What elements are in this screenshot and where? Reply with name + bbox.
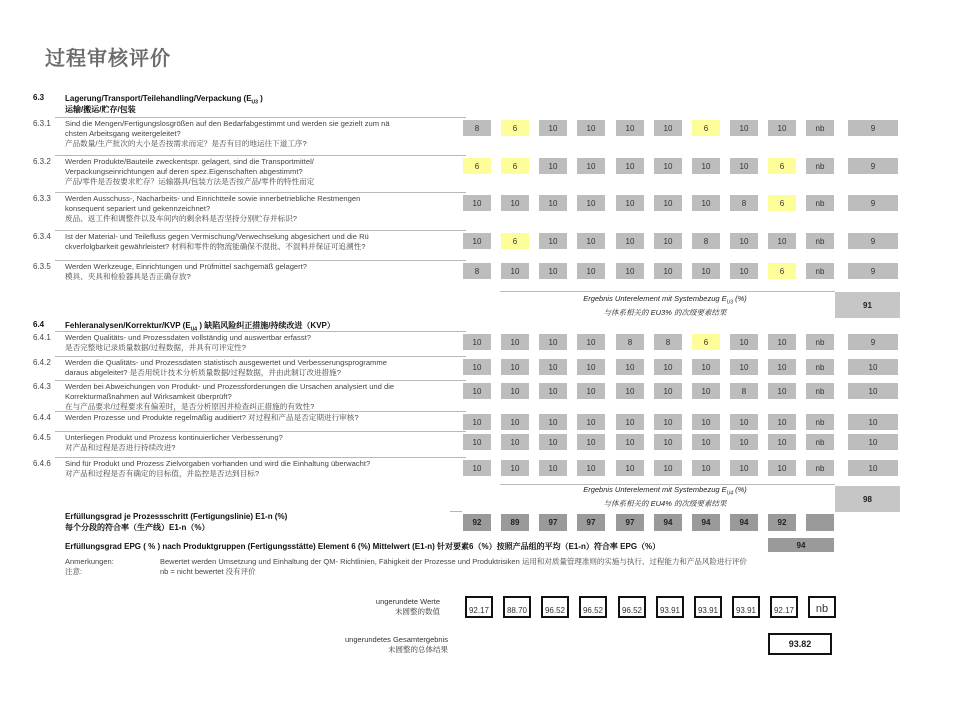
score-cell[interactable]: 10	[577, 233, 605, 249]
score-cell[interactable]: 10	[768, 334, 796, 350]
notes-label: Anmerkungen:	[65, 557, 114, 566]
score-cell[interactable]: 10	[730, 158, 758, 174]
score-cell[interactable]: 8	[730, 195, 758, 211]
score-cell[interactable]: 10	[577, 334, 605, 350]
score-cell[interactable]: 6	[768, 195, 796, 211]
fulfillment-label: Erfüllungsgrad je Prozessschritt (Fertigungslinie) E1-n (%)	[65, 512, 288, 521]
subresult-value: 91	[835, 292, 900, 318]
score-cell[interactable]: 10	[768, 233, 796, 249]
score-cell[interactable]: 10	[654, 263, 682, 279]
score-cell[interactable]: 10	[501, 414, 529, 430]
score-cell[interactable]: 10	[539, 359, 567, 375]
row-result-cell[interactable]: 9	[848, 263, 898, 279]
score-cell[interactable]: 10	[463, 334, 491, 350]
question-number: 6.3.3	[33, 194, 51, 203]
section-number: 6.4	[33, 320, 45, 329]
score-cell[interactable]: 10	[730, 120, 758, 136]
score-cell[interactable]: 6	[501, 233, 529, 249]
score-cell[interactable]: 10	[577, 434, 605, 450]
score-cell[interactable]: 10	[616, 383, 644, 399]
total-label: ungerundetes Gesamtergebnis	[345, 635, 448, 644]
page-title: 过程审核评价	[45, 48, 171, 70]
row-divider	[55, 230, 466, 231]
score-cell[interactable]: nb	[806, 233, 834, 249]
question-number: 6.3.1	[33, 119, 51, 128]
row-result-cell[interactable]: 9	[848, 195, 898, 211]
unrounded-value-box: 92.17	[770, 596, 798, 618]
score-cell[interactable]: 10	[463, 195, 491, 211]
score-cell[interactable]: 10	[577, 120, 605, 136]
score-cell[interactable]: 10	[730, 263, 758, 279]
score-cell[interactable]: 6	[501, 158, 529, 174]
score-cell[interactable]: 10	[692, 359, 720, 375]
score-cell[interactable]: 10	[539, 195, 567, 211]
row-divider	[55, 380, 466, 381]
total-label-zh: 未圆整的总体结果	[388, 645, 448, 654]
row-divider	[55, 192, 466, 193]
score-cell[interactable]: nb	[806, 359, 834, 375]
row-divider	[55, 411, 466, 412]
score-cell[interactable]: 10	[768, 434, 796, 450]
question-number: 6.3.2	[33, 157, 51, 166]
question-text: Werden Prozesse und Produkte regelmäßig auditiert? 对过程和产品是否定期进行审核?	[65, 413, 359, 422]
score-cell[interactable]: 10	[501, 359, 529, 375]
score-cell[interactable]: 6	[692, 334, 720, 350]
question-text: Werden bei Abweichungen von Produkt- und Prozessforderungen die Ursachen analysiert und die Korrekturmaßnahmen auf Wirksamkeit überprüft? 在与产品要求/过程要求有偏差时，是否分析原因并检查纠正措施的有效性?	[65, 382, 395, 411]
subresult-label: Ergebnis Unterelement mit Systembezug $E_{U3}$ (%) 与体系相关的 EU3% 的次级要素结果	[583, 294, 747, 317]
row-result-cell[interactable]: 10	[848, 383, 898, 399]
row-divider	[55, 155, 466, 156]
score-cell[interactable]: 10	[730, 334, 758, 350]
score-cell[interactable]: 10	[539, 233, 567, 249]
score-cell[interactable]: 10	[692, 383, 720, 399]
score-cell[interactable]: 10	[692, 263, 720, 279]
unrounded-value-box: 96.52	[541, 596, 569, 618]
score-cell[interactable]: 10	[616, 263, 644, 279]
row-divider	[55, 356, 466, 357]
score-cell[interactable]: 10	[616, 195, 644, 211]
score-cell[interactable]: 10	[463, 359, 491, 375]
score-cell[interactable]: 10	[654, 120, 682, 136]
question-text: Sind für Produkt und Prozess Zielvorgaben vorhanden und wird die Einhaltung überwacht? 对产品和过程是否有确定的目标值，并监控是否达到目标?	[65, 459, 371, 478]
subresult-label: Ergebnis Unterelement mit Systembezug $E_{U4}$ (%) 与体系相关的 EU4% 的次级要素结果	[583, 485, 747, 508]
score-cell[interactable]: 10	[654, 383, 682, 399]
row-result-cell[interactable]: 10	[848, 460, 898, 476]
score-cell[interactable]: 10	[616, 460, 644, 476]
score-cell[interactable]: 10	[577, 195, 605, 211]
row-divider	[55, 457, 466, 458]
question-text: Werden die Qualitäts- und Prozessdaten statistisch ausgewertet und Verbesserungsprogramme daraus abgeleitet? 是否用统计技术分析质量数据/过程数据，并由此制订改进措施?	[65, 358, 387, 377]
score-cell[interactable]: 8	[616, 334, 644, 350]
score-cell[interactable]: 10	[463, 414, 491, 430]
row-result-cell[interactable]: 10	[848, 359, 898, 375]
row-divider	[55, 260, 466, 261]
score-cell[interactable]: 10	[539, 263, 567, 279]
score-cell[interactable]: 10	[768, 414, 796, 430]
score-cell[interactable]: 10	[616, 233, 644, 249]
fulfillment-cell: 94	[692, 514, 720, 531]
score-cell[interactable]: 10	[654, 460, 682, 476]
unrounded-value-box: 96.52	[618, 596, 646, 618]
score-cell[interactable]: 10	[501, 460, 529, 476]
question-number: 6.4.6	[33, 459, 51, 468]
question-text: Werden Qualitäts- und Prozessdaten vollständig und auswertbar erfasst? 是否完整地记录质量数据/过程数据，并具有可评定性?	[65, 333, 311, 352]
score-cell[interactable]: 10	[654, 233, 682, 249]
fulfillment-cell: 92	[768, 514, 796, 531]
notes-label-zh: 注意:	[65, 567, 83, 576]
section-number: 6.3	[33, 93, 45, 102]
total-value: 93.82	[768, 633, 832, 655]
score-cell[interactable]: 8	[654, 334, 682, 350]
score-cell[interactable]: 10	[692, 460, 720, 476]
score-cell[interactable]: nb	[806, 120, 834, 136]
score-cell[interactable]: 10	[768, 120, 796, 136]
fulfillment-cell: 94	[730, 514, 758, 531]
notes-text: Bewertet werden Umsetzung und Einhaltung der QM- Richtlinien, Fähigkeit der Prozesse und Produktrisiken 运用和对质量管理准则的实施与执行、过程能力和产品风险进行评价	[160, 557, 747, 566]
score-cell[interactable]: 10	[463, 434, 491, 450]
subresult-value: 98	[835, 486, 900, 512]
question-number: 6.4.1	[33, 333, 51, 342]
question-number: 6.4.4	[33, 413, 51, 422]
fulfillment-cell: 97	[616, 514, 644, 531]
fulfillment-cell	[806, 514, 834, 531]
question-text: Werden Produkte/Bauteile zweckentspr. gelagert, sind die Transportmittel/ Verpackungseinrichtungen auf deren spez.Eigenschaften abgestimmt? 产品/零件是否按要求贮存？运输器具/包装方法是否按产品/零件的特性而定	[65, 157, 315, 186]
score-cell[interactable]: nb	[806, 195, 834, 211]
score-cell[interactable]: 10	[539, 414, 567, 430]
question-text: Ist der Material- und Teilefluss gegen Vermischung/Verwechselung abgesichert und die Rü ckverfolgbarkeit gewährleistet? 材料和零件的物流能确保不混批、不混料并保证可追溯性?	[65, 232, 369, 251]
score-cell[interactable]: 10	[616, 434, 644, 450]
unrounded-value-box: 93.91	[694, 596, 722, 618]
score-cell[interactable]: 10	[501, 195, 529, 211]
subresult-divider	[500, 291, 835, 292]
fulfillment-label-zh: 每个分段的符合率（生产线）E1-n（%）	[65, 523, 210, 532]
score-cell[interactable]: 10	[730, 460, 758, 476]
score-cell[interactable]: 10	[654, 195, 682, 211]
row-result-cell[interactable]: 9	[848, 120, 898, 136]
score-cell[interactable]: 8	[463, 263, 491, 279]
score-cell[interactable]: 10	[692, 434, 720, 450]
score-cell[interactable]: nb	[806, 383, 834, 399]
question-number: 6.3.5	[33, 262, 51, 271]
score-cell[interactable]: 10	[768, 383, 796, 399]
question-number: 6.4.5	[33, 433, 51, 442]
question-text: Unterliegen Produkt und Prozess kontinuierlicher Verbesserung? 对产品和过程是否进行持续改进?	[65, 433, 283, 452]
score-cell[interactable]: 10	[730, 434, 758, 450]
score-cell[interactable]: 10	[577, 383, 605, 399]
score-cell[interactable]: nb	[806, 263, 834, 279]
question-number: 6.4.2	[33, 358, 51, 367]
unrounded-value-box: nb	[808, 596, 836, 618]
score-cell[interactable]: nb	[806, 460, 834, 476]
score-cell[interactable]: 10	[539, 158, 567, 174]
score-cell[interactable]: 10	[730, 359, 758, 375]
unrounded-value-box: 93.91	[732, 596, 760, 618]
row-result-cell[interactable]: 10	[848, 434, 898, 450]
score-cell[interactable]: 10	[539, 460, 567, 476]
score-cell[interactable]: 10	[501, 383, 529, 399]
row-result-cell[interactable]: 9	[848, 233, 898, 249]
score-cell[interactable]: 10	[730, 414, 758, 430]
score-cell[interactable]: 10	[501, 263, 529, 279]
row-result-cell[interactable]: 9	[848, 158, 898, 174]
fulfillment-cell: 89	[501, 514, 529, 531]
score-cell[interactable]: 10	[577, 414, 605, 430]
unrounded-value-box: 96.52	[579, 596, 607, 618]
section-title: Lagerung/Transport/Teilehandling/Verpackung ($E_{U3}$ )	[65, 94, 263, 106]
section-title-zh: 运输/搬运/贮存/包装	[65, 105, 136, 114]
score-cell[interactable]: 6	[463, 158, 491, 174]
score-cell[interactable]: 10	[463, 460, 491, 476]
score-cell[interactable]: 6	[501, 120, 529, 136]
score-cell[interactable]: 10	[654, 158, 682, 174]
unrounded-label-zh: 未圆整的数值	[395, 607, 440, 616]
score-cell[interactable]: 10	[577, 359, 605, 375]
score-cell[interactable]: 10	[539, 383, 567, 399]
question-number: 6.3.4	[33, 232, 51, 241]
score-cell[interactable]: 10	[463, 383, 491, 399]
score-cell[interactable]: 10	[577, 263, 605, 279]
divider	[450, 511, 462, 512]
score-cell[interactable]: 10	[654, 414, 682, 430]
score-cell[interactable]: nb	[806, 334, 834, 350]
unrounded-label: ungerundete Werte	[375, 597, 440, 606]
score-cell[interactable]: 10	[616, 414, 644, 430]
score-cell[interactable]: nb	[806, 434, 834, 450]
epg-label: Erfüllungsgrad EPG ( % ) nach Produktgruppen (Fertigungsstätte) Element 6 (%) Mittelwert (E1-n) 针对要素6（%）按照产品组的平均（E1-n）符合率 EPG（%）	[65, 542, 661, 551]
row-result-cell[interactable]: 10	[848, 414, 898, 430]
score-cell[interactable]: 10	[768, 460, 796, 476]
fulfillment-cell: 97	[539, 514, 567, 531]
row-divider	[55, 117, 466, 118]
score-cell[interactable]: 8	[463, 120, 491, 136]
score-cell[interactable]: 6	[692, 120, 720, 136]
score-cell[interactable]: 10	[692, 158, 720, 174]
unrounded-value-box: 93.91	[656, 596, 684, 618]
score-cell[interactable]: 10	[692, 414, 720, 430]
score-cell[interactable]: 10	[539, 120, 567, 136]
score-cell[interactable]: 6	[768, 158, 796, 174]
question-text: Sind die Mengen/Fertigungslosgrößen auf den Bedarfabgestimmt und werden sie gezielt zum nä chsten Arbeitsgang weitergeleitet? 产品数量/生产批次的大小是否按需求而定？是否有目的地运往下道工序?	[65, 119, 390, 148]
fulfillment-cell: 97	[577, 514, 605, 531]
score-cell[interactable]: 10	[654, 359, 682, 375]
score-cell[interactable]: 6	[768, 263, 796, 279]
unrounded-value-box: 88.70	[503, 596, 531, 618]
score-cell[interactable]: 10	[692, 195, 720, 211]
question-number: 6.4.3	[33, 382, 51, 391]
notes-text-nb: nb = nicht bewertet 没有评价	[160, 567, 256, 576]
unrounded-value-box: 92.17	[465, 596, 493, 618]
score-cell[interactable]: 10	[616, 359, 644, 375]
question-text: Werden Ausschuss-, Nacharbeits- und Einrichtteile sowie innerbetriebliche Restmengen konsequent separiert und gekennzeichnet? 废品、返工件和调整件以及车间内的剩余料是否坚持分别贮存并标识?	[65, 194, 361, 223]
section-title: Fehleranalysen/Korrektur/KVP ($E_{U4}$ ) 缺陷风险纠正措施/持续改进（KVP）	[65, 321, 335, 333]
score-cell[interactable]: 10	[654, 434, 682, 450]
score-cell[interactable]: 8	[730, 383, 758, 399]
score-cell[interactable]: 10	[577, 158, 605, 174]
score-cell[interactable]: 10	[577, 460, 605, 476]
fulfillment-cell: 92	[463, 514, 491, 531]
score-cell[interactable]: 10	[768, 359, 796, 375]
row-divider	[55, 331, 466, 332]
score-cell[interactable]: 10	[730, 233, 758, 249]
score-cell[interactable]: 10	[501, 334, 529, 350]
question-text: Werden Werkzeuge, Einrichtungen und Prüfmittel sachgemäß gelagert? 模具、夹具和检验器具是否正确存放?	[65, 262, 308, 281]
score-cell[interactable]: 10	[539, 334, 567, 350]
score-cell[interactable]: nb	[806, 158, 834, 174]
score-cell[interactable]: 10	[539, 434, 567, 450]
score-cell[interactable]: 10	[501, 434, 529, 450]
score-cell[interactable]: 10	[463, 233, 491, 249]
score-cell[interactable]: 8	[692, 233, 720, 249]
row-divider	[55, 431, 466, 432]
epg-value: 94	[768, 538, 834, 552]
score-cell[interactable]: nb	[806, 414, 834, 430]
score-cell[interactable]: 10	[616, 120, 644, 136]
fulfillment-cell: 94	[654, 514, 682, 531]
score-cell[interactable]: 10	[616, 158, 644, 174]
row-result-cell[interactable]: 9	[848, 334, 898, 350]
